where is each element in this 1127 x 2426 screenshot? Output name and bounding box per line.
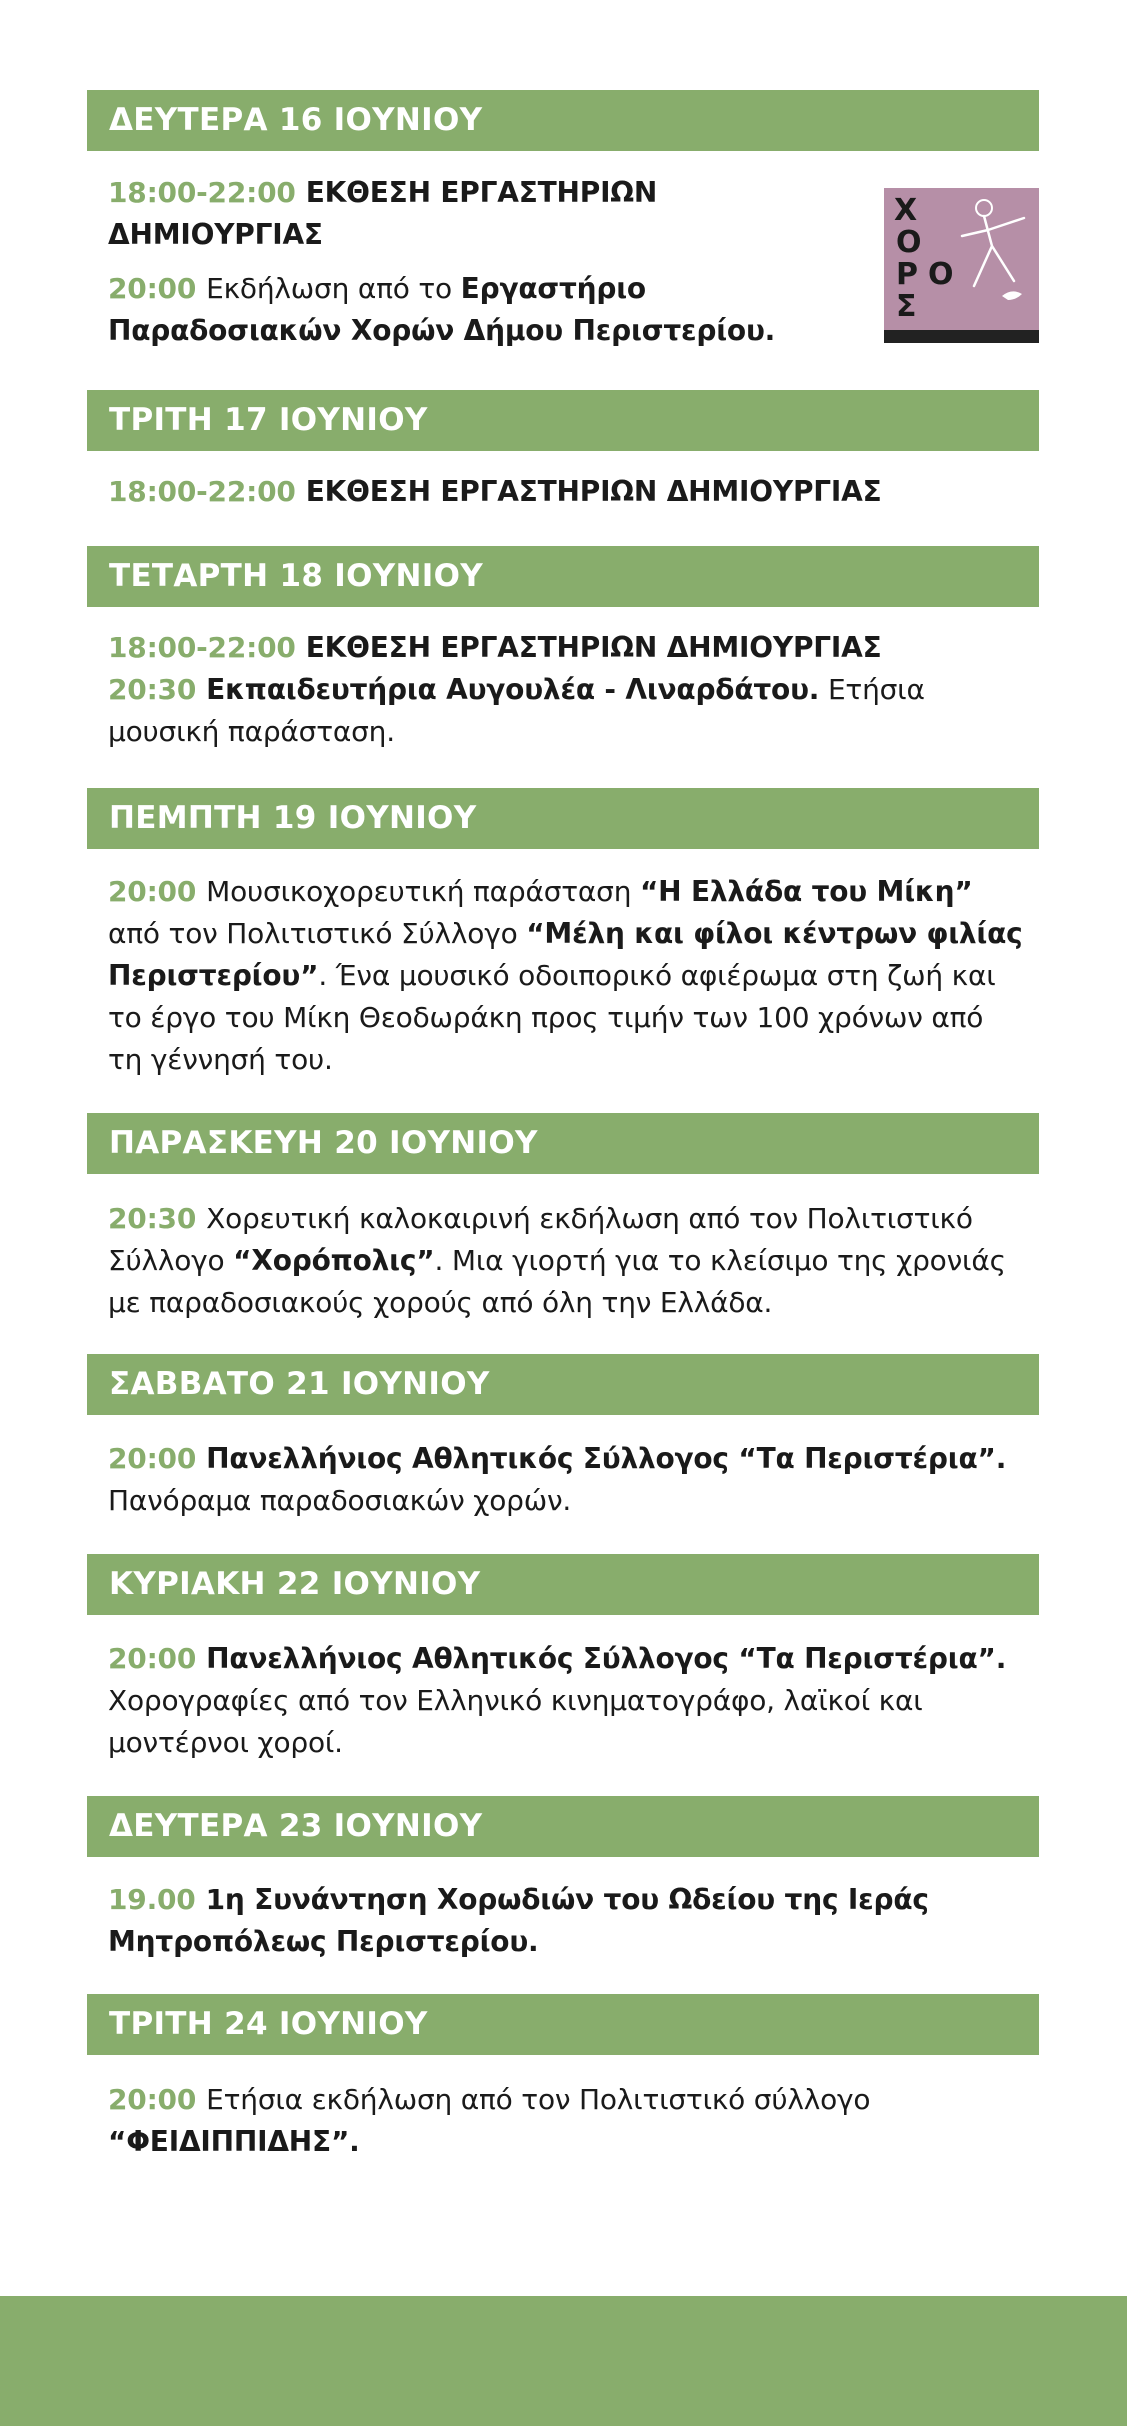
event-text: μοντέρνοι χοροί. — [108, 1726, 343, 1759]
event-line — [108, 2121, 1038, 2163]
event-title: ΕΚΘΕΣΗ ΕΡΓΑΣΤΗΡΙΩΝ — [305, 176, 658, 209]
event-time: 18:00-22:00 — [108, 475, 296, 508]
event-title: ΕΚΘΕΣΗ ΕΡΓΑΣΤΗΡΙΩΝ ΔΗΜΙΟΥΡΓΙΑΣ — [305, 475, 882, 508]
event-text: Ετήσια εκδήλωση από τον Πολιτιστικό σύλλογο — [206, 2083, 871, 2116]
event-text: Εκδήλωση από το — [206, 272, 452, 305]
event-time: 20:00 — [108, 875, 197, 908]
events-wed-18 — [108, 627, 1038, 753]
events-sat-21 — [108, 1438, 1038, 1522]
event-line — [108, 669, 1038, 711]
events-mon-23 — [108, 1879, 1038, 1963]
event-time: 20:30 — [108, 1202, 197, 1235]
choros-logo — [884, 188, 1039, 343]
event-line — [108, 1680, 1038, 1722]
event-line — [108, 1638, 1038, 1680]
event-line — [108, 627, 1038, 669]
event-line — [108, 1480, 1038, 1522]
events-sun-22 — [108, 1638, 1038, 1764]
logo-letter: Σ — [896, 289, 917, 324]
event-title-cont: ΔΗΜΙΟΥΡΓΙΑΣ — [108, 218, 323, 251]
event-line — [108, 2079, 1038, 2121]
day-header-mon-16: ΔΕΥΤΕΡΑ 16 ΙΟΥΝΙΟΥ — [87, 90, 1039, 151]
event-bold: “ΦΕΙΔΙΠΠΙΔΗΣ”. — [108, 2125, 360, 2158]
event-text: . Ένα μουσικό οδοιπορικό αφιέρωμα στη ζωή και — [318, 959, 996, 992]
day-header-sun-22: ΚΥΡΙΑΚΗ 22 ΙΟΥΝΙΟΥ — [87, 1554, 1039, 1615]
event-bold: Εκπαιδευτήρια Αυγουλέα - Λιναρδάτου. — [206, 673, 820, 706]
event-text: τη γέννησή του. — [108, 1043, 333, 1076]
event-time: 20:00 — [108, 272, 197, 305]
event-bold: 1η Συνάντηση Χορωδιών του Ωδείου της Ιεράς — [205, 1883, 929, 1916]
event-bold-cont: Παραδοσιακών Χορών Δήμου Περιστερίου. — [108, 314, 776, 347]
event-text: Σύλλογο — [108, 1244, 225, 1277]
event-line — [108, 955, 1038, 997]
event-time: 18:00-22:00 — [108, 631, 296, 664]
event-text: Πανόραμα παραδοσιακών χορών. — [108, 1484, 572, 1517]
event-line — [108, 1438, 1038, 1480]
logo-letter: Ρ — [896, 257, 918, 292]
event-line — [108, 268, 868, 310]
dancer-icon — [954, 196, 1034, 316]
event-text: Χορευτική καλοκαιρινή εκδήλωση από τον Πολιτιστικό — [206, 1202, 973, 1235]
event-text: το έργο του Μίκη Θεοδωράκη προς τιμήν των 100 χρόνων από — [108, 1001, 984, 1034]
event-time: 20:00 — [108, 2083, 197, 2116]
event-line — [108, 997, 1038, 1039]
event-text: Χορογραφίες από τον Ελληνικό κινηματογράφο, λαϊκοί και — [108, 1684, 923, 1717]
logo-bar — [884, 330, 1039, 343]
logo-letter: Ο — [928, 257, 954, 292]
event-line — [108, 871, 1038, 913]
event-bold: “Μέλη και φίλοι κέντρων φιλίας — [526, 917, 1023, 950]
day-header-thu-19: ΠΕΜΠΤΗ 19 ΙΟΥΝΙΟΥ — [87, 788, 1039, 849]
event-line — [108, 310, 868, 352]
event-line — [108, 913, 1038, 955]
day-header-wed-18: ΤΕΤΑΡΤΗ 18 ΙΟΥΝΙΟΥ — [87, 546, 1039, 607]
event-line — [108, 1039, 1038, 1081]
footer-band — [0, 2296, 1127, 2426]
events-thu-19 — [108, 871, 1038, 1081]
event-time: 20:30 — [108, 673, 197, 706]
day-header-tue-24: ΤΡΙΤΗ 24 ΙΟΥΝΙΟΥ — [87, 1994, 1039, 2055]
events-mon-16 — [108, 172, 868, 352]
event-text: Μουσικοχορευτική παράσταση — [206, 875, 632, 908]
event-time: 19.00 — [108, 1883, 196, 1916]
event-bold: “Η Ελλάδα του Μίκη” — [639, 875, 973, 908]
event-line — [108, 1722, 1038, 1764]
event-line — [108, 711, 1038, 753]
event-line — [108, 172, 868, 214]
event-bold: Περιστερίου” — [108, 959, 319, 992]
event-line — [108, 1198, 1038, 1240]
day-header-fri-20: ΠΑΡΑΣΚΕΥΗ 20 ΙΟΥΝΙΟΥ — [87, 1113, 1039, 1174]
event-text: Ετήσια — [827, 673, 925, 706]
day-header-tue-17: ΤΡΙΤΗ 17 ΙΟΥΝΙΟΥ — [87, 390, 1039, 451]
event-text: από τον Πολιτιστικό Σύλλογο — [108, 917, 518, 950]
event-line — [108, 1240, 1038, 1282]
event-line — [108, 214, 868, 256]
event-title: ΕΚΘΕΣΗ ΕΡΓΑΣΤΗΡΙΩΝ ΔΗΜΙΟΥΡΓΙΑΣ — [305, 631, 882, 664]
event-time: 20:00 — [108, 1442, 197, 1475]
event-line — [108, 1282, 1038, 1324]
event-bold: Πανελλήνιος Αθλητικός Σύλλογος “Τα Περιστέρια”. — [206, 1642, 1007, 1675]
logo-letter: Ο — [896, 225, 922, 260]
event-text-cont: μουσική παράσταση. — [108, 715, 395, 748]
day-header-sat-21: ΣΑΒΒΑΤΟ 21 ΙΟΥΝΙΟΥ — [87, 1354, 1039, 1415]
event-bold: Πανελλήνιος Αθλητικός Σύλλογος “Τα Περιστέρια”. — [206, 1442, 1007, 1475]
event-bold: “Χορόπολις” — [233, 1244, 435, 1277]
event-time: 20:00 — [108, 1642, 197, 1675]
event-line — [108, 1921, 1038, 1963]
event-text: . Μια γιορτή για το κλείσιμο της χρονιάς — [434, 1244, 1006, 1277]
events-fri-20 — [108, 1198, 1038, 1324]
event-line — [108, 1879, 1038, 1921]
event-time: 18:00-22:00 — [108, 176, 296, 209]
event-bold-cont: Μητροπόλεως Περιστερίου. — [108, 1925, 539, 1958]
event-bold: Εργαστήριο — [460, 272, 646, 305]
logo-letter: Χ — [894, 193, 918, 228]
events-tue-17 — [108, 471, 1038, 513]
events-tue-24 — [108, 2079, 1038, 2163]
event-line — [108, 471, 1038, 513]
day-header-mon-23: ΔΕΥΤΕΡΑ 23 ΙΟΥΝΙΟΥ — [87, 1796, 1039, 1857]
event-text: με παραδοσιακούς χορούς από όλη την Ελλάδα. — [108, 1286, 773, 1319]
